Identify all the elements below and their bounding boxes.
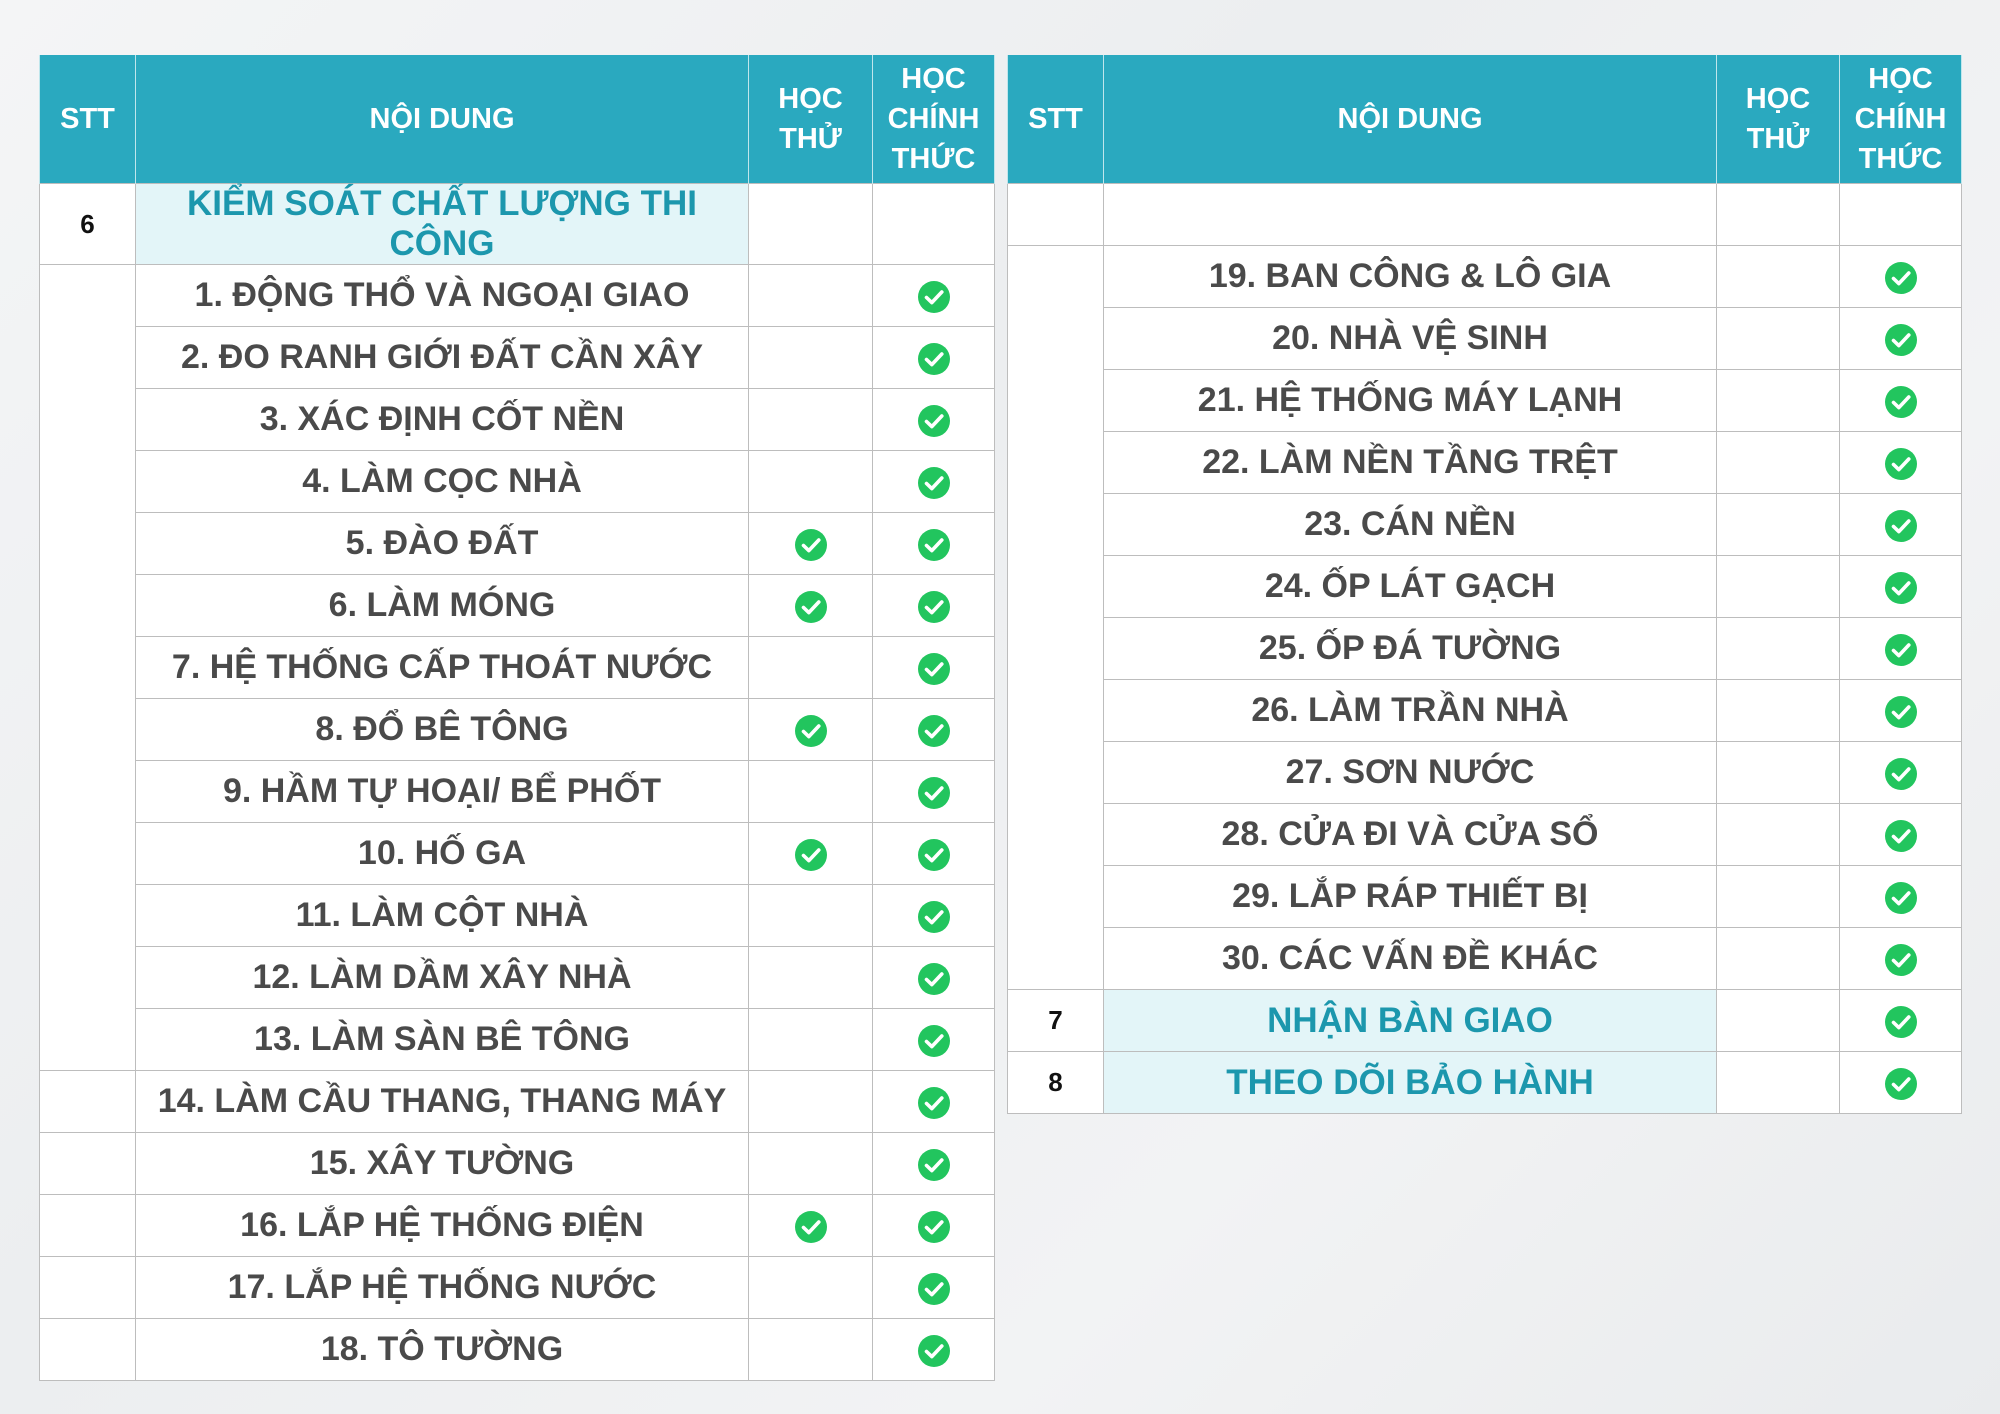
check-circle-icon xyxy=(917,528,951,562)
trial-cell xyxy=(1717,556,1840,618)
check-circle-icon xyxy=(1884,1005,1918,1039)
trial-cell xyxy=(749,761,873,823)
table-row xyxy=(1008,308,1962,370)
header-content: NỘI DUNG xyxy=(1104,55,1717,184)
item-label: 11. LÀM CỘT NHÀ xyxy=(136,885,749,947)
trial-cell xyxy=(749,637,873,699)
header-official xyxy=(873,55,995,184)
table-row xyxy=(1008,742,1962,804)
table-row xyxy=(40,699,995,761)
trial-cell xyxy=(749,265,873,327)
item-label: 2. ĐO RANH GIỚI ĐẤT CẦN XÂY xyxy=(136,327,749,389)
item-label: 8. ĐỔ BÊ TÔNG xyxy=(136,699,749,761)
item-label: 1. ĐỘNG THỔ VÀ NGOẠI GIAO xyxy=(136,265,749,327)
check-circle-icon xyxy=(1884,633,1918,667)
section-title: NHẬN BÀN GIAO xyxy=(1104,990,1717,1052)
trial-cell xyxy=(749,947,873,1009)
trial-cell xyxy=(749,513,873,575)
item-label: 29. LẮP RÁP THIẾT BỊ xyxy=(1104,866,1717,928)
header-trial-line: HỌC xyxy=(778,83,843,115)
trial-cell xyxy=(749,1009,873,1071)
official-cell xyxy=(873,699,995,761)
item-label: 14. LÀM CẦU THANG, THANG MÁY xyxy=(136,1071,749,1133)
header-stt: STT xyxy=(40,55,136,184)
check-circle-icon xyxy=(917,280,951,314)
header-trial-line: HỌC xyxy=(1745,83,1811,115)
trial-cell xyxy=(749,1195,873,1257)
official-cell xyxy=(1840,308,1962,370)
stt-cell xyxy=(40,513,136,575)
item-label: 30. CÁC VẤN ĐỀ KHÁC xyxy=(1104,928,1717,990)
table-row xyxy=(40,947,995,1009)
official-cell xyxy=(873,451,995,513)
check-circle-icon xyxy=(1884,509,1918,543)
check-circle-icon xyxy=(917,1148,951,1182)
trial-cell xyxy=(749,451,873,513)
trial-cell xyxy=(1717,680,1840,742)
table-row xyxy=(40,885,995,947)
table-header-row xyxy=(1008,55,1962,184)
check-circle-icon xyxy=(1884,695,1918,729)
stt-cell xyxy=(1008,618,1104,680)
check-circle-icon xyxy=(917,838,951,872)
stt-cell xyxy=(1008,680,1104,742)
table-row xyxy=(40,1071,995,1133)
trial-cell xyxy=(1717,990,1840,1052)
official-cell xyxy=(1840,990,1962,1052)
content-cell xyxy=(1104,184,1717,246)
official-cell xyxy=(1840,370,1962,432)
table-row xyxy=(40,1009,995,1071)
check-circle-icon xyxy=(917,466,951,500)
check-circle-icon xyxy=(917,1272,951,1306)
trial-cell xyxy=(1717,618,1840,680)
trial-cell xyxy=(1717,494,1840,556)
check-circle-icon xyxy=(917,714,951,748)
header-stt: STT xyxy=(1008,55,1104,184)
item-label: 28. CỬA ĐI VÀ CỬA SỔ xyxy=(1104,804,1717,866)
item-label: 7. HỆ THỐNG CẤP THOÁT NƯỚC xyxy=(136,637,749,699)
official-cell xyxy=(873,265,995,327)
stt-cell xyxy=(1008,184,1104,246)
table-row xyxy=(40,1195,995,1257)
table-row xyxy=(1008,556,1962,618)
official-cell xyxy=(873,1319,995,1381)
official-cell xyxy=(873,1133,995,1195)
table-row xyxy=(1008,804,1962,866)
header-official-line: CHÍNH xyxy=(1854,103,1947,135)
header-official-line: HỌC xyxy=(1868,63,1933,95)
item-label: 26. LÀM TRẦN NHÀ xyxy=(1104,680,1717,742)
header-official xyxy=(1840,55,1962,184)
check-circle-icon xyxy=(1884,323,1918,357)
item-label: 10. HỐ GA xyxy=(136,823,749,885)
header-trial-line: THỬ xyxy=(779,123,842,155)
section-row xyxy=(1008,1052,1962,1114)
section-number: 7 xyxy=(1008,990,1104,1052)
table-row xyxy=(40,1319,995,1381)
item-label: 24. ỐP LÁT GẠCH xyxy=(1104,556,1717,618)
left-course-table xyxy=(39,55,995,1381)
table-row xyxy=(40,389,995,451)
item-label: 15. XÂY TƯỜNG xyxy=(136,1133,749,1195)
stt-cell xyxy=(40,1133,136,1195)
table-row xyxy=(1008,680,1962,742)
table-row xyxy=(40,513,995,575)
stt-cell xyxy=(40,947,136,1009)
trial-cell xyxy=(749,1257,873,1319)
stt-cell xyxy=(40,451,136,513)
stt-cell xyxy=(1008,370,1104,432)
check-circle-icon xyxy=(1884,447,1918,481)
table-row xyxy=(1008,494,1962,556)
table-row xyxy=(40,265,995,327)
trial-cell xyxy=(1717,246,1840,308)
trial-cell xyxy=(749,699,873,761)
table-row xyxy=(1008,618,1962,680)
section-title: THEO DÕI BẢO HÀNH xyxy=(1104,1052,1717,1114)
trial-cell xyxy=(749,823,873,885)
check-circle-icon xyxy=(1884,819,1918,853)
official-cell xyxy=(873,761,995,823)
item-label: 16. LẮP HỆ THỐNG ĐIỆN xyxy=(136,1195,749,1257)
item-label: 17. LẮP HỆ THỐNG NƯỚC xyxy=(136,1257,749,1319)
item-label: 5. ĐÀO ĐẤT xyxy=(136,513,749,575)
check-circle-icon xyxy=(917,900,951,934)
official-cell xyxy=(1840,494,1962,556)
left-table-body xyxy=(40,184,995,1381)
header-official-line: CHÍNH xyxy=(887,103,980,135)
stt-cell xyxy=(1008,556,1104,618)
right-course-table xyxy=(1007,55,1962,1114)
table-row xyxy=(1008,246,1962,308)
official-cell xyxy=(873,184,995,265)
official-cell xyxy=(873,513,995,575)
item-label: 9. HẦM TỰ HOẠI/ BỂ PHỐT xyxy=(136,761,749,823)
section-number: 6 xyxy=(40,184,136,265)
item-label: 23. CÁN NỀN xyxy=(1104,494,1717,556)
spacer-row xyxy=(1008,184,1962,246)
header-content: NỘI DUNG xyxy=(136,55,749,184)
trial-cell xyxy=(1717,742,1840,804)
check-circle-icon xyxy=(1884,943,1918,977)
stt-cell xyxy=(40,575,136,637)
table-row xyxy=(40,823,995,885)
table-row xyxy=(1008,370,1962,432)
trial-cell xyxy=(1717,370,1840,432)
official-cell xyxy=(1840,866,1962,928)
item-label: 12. LÀM DẦM XÂY NHÀ xyxy=(136,947,749,1009)
official-cell xyxy=(873,1009,995,1071)
table-row xyxy=(1008,866,1962,928)
official-cell xyxy=(1840,1052,1962,1114)
stt-cell xyxy=(40,327,136,389)
check-circle-icon xyxy=(917,1334,951,1368)
check-circle-icon xyxy=(1884,261,1918,295)
official-cell xyxy=(873,1257,995,1319)
table-row xyxy=(40,327,995,389)
item-label: 20. NHÀ VỆ SINH xyxy=(1104,308,1717,370)
stt-cell xyxy=(1008,494,1104,556)
trial-cell xyxy=(749,1319,873,1381)
stt-cell xyxy=(40,885,136,947)
official-cell xyxy=(873,823,995,885)
stt-cell xyxy=(40,265,136,327)
item-label: 19. BAN CÔNG & LÔ GIA xyxy=(1104,246,1717,308)
section-number: 8 xyxy=(1008,1052,1104,1114)
check-circle-icon xyxy=(917,652,951,686)
section-row xyxy=(40,184,995,265)
stt-cell xyxy=(40,1257,136,1319)
stt-cell xyxy=(1008,246,1104,308)
check-circle-icon xyxy=(917,1024,951,1058)
official-cell xyxy=(1840,742,1962,804)
stt-cell xyxy=(40,1195,136,1257)
official-cell xyxy=(1840,680,1962,742)
stt-cell xyxy=(1008,928,1104,990)
trial-cell xyxy=(1717,928,1840,990)
check-circle-icon xyxy=(794,590,828,624)
item-label: 25. ỐP ĐÁ TƯỜNG xyxy=(1104,618,1717,680)
official-cell xyxy=(873,1071,995,1133)
item-label: 6. LÀM MÓNG xyxy=(136,575,749,637)
official-cell xyxy=(1840,184,1962,246)
check-circle-icon xyxy=(1884,757,1918,791)
trial-cell xyxy=(749,1133,873,1195)
item-label: 27. SƠN NƯỚC xyxy=(1104,742,1717,804)
stt-cell xyxy=(40,699,136,761)
item-label: 3. XÁC ĐỊNH CỐT NỀN xyxy=(136,389,749,451)
table-row xyxy=(1008,432,1962,494)
stt-cell xyxy=(1008,308,1104,370)
check-circle-icon xyxy=(794,838,828,872)
trial-cell xyxy=(1717,866,1840,928)
trial-cell xyxy=(1717,1052,1840,1114)
official-cell xyxy=(873,885,995,947)
table-row xyxy=(40,1133,995,1195)
trial-cell xyxy=(1717,184,1840,246)
check-circle-icon xyxy=(917,342,951,376)
trial-cell xyxy=(1717,432,1840,494)
check-circle-icon xyxy=(917,776,951,810)
check-circle-icon xyxy=(917,1086,951,1120)
official-cell xyxy=(873,389,995,451)
header-trial-line: THỬ xyxy=(1746,123,1810,155)
section-title: KIỂM SOÁT CHẤT LƯỢNG THI CÔNG xyxy=(136,184,749,265)
section-row xyxy=(1008,990,1962,1052)
stt-cell xyxy=(40,761,136,823)
trial-cell xyxy=(749,885,873,947)
header-official-line: THỨC xyxy=(1858,143,1943,175)
table-header-row xyxy=(40,55,995,184)
stt-cell xyxy=(40,389,136,451)
trial-cell xyxy=(749,1071,873,1133)
trial-cell xyxy=(1717,804,1840,866)
table-row xyxy=(40,451,995,513)
item-label: 22. LÀM NỀN TẦNG TRỆT xyxy=(1104,432,1717,494)
official-cell xyxy=(873,637,995,699)
check-circle-icon xyxy=(1884,881,1918,915)
trial-cell xyxy=(749,327,873,389)
table-row xyxy=(40,1257,995,1319)
header-official-line: HỌC xyxy=(901,63,966,95)
stt-cell xyxy=(40,823,136,885)
check-circle-icon xyxy=(917,962,951,996)
trial-cell xyxy=(749,575,873,637)
stt-cell xyxy=(1008,866,1104,928)
official-cell xyxy=(1840,556,1962,618)
stt-cell xyxy=(40,637,136,699)
official-cell xyxy=(873,947,995,1009)
trial-cell xyxy=(1717,308,1840,370)
check-circle-icon xyxy=(794,528,828,562)
check-circle-icon xyxy=(794,714,828,748)
table-row xyxy=(40,637,995,699)
official-cell xyxy=(1840,804,1962,866)
trial-cell xyxy=(749,389,873,451)
stt-cell xyxy=(40,1009,136,1071)
official-cell xyxy=(1840,618,1962,680)
check-circle-icon xyxy=(1884,1067,1918,1101)
trial-cell xyxy=(749,184,873,265)
official-cell xyxy=(873,1195,995,1257)
stt-cell xyxy=(1008,432,1104,494)
item-label: 4. LÀM CỌC NHÀ xyxy=(136,451,749,513)
check-circle-icon xyxy=(917,590,951,624)
header-trial xyxy=(749,55,873,184)
header-trial xyxy=(1717,55,1840,184)
official-cell xyxy=(1840,432,1962,494)
stt-cell xyxy=(40,1071,136,1133)
official-cell xyxy=(1840,246,1962,308)
check-circle-icon xyxy=(1884,571,1918,605)
right-table-body xyxy=(1008,184,1962,1114)
stt-cell xyxy=(40,1319,136,1381)
official-cell xyxy=(873,575,995,637)
table-row xyxy=(1008,928,1962,990)
header-official-line: THỨC xyxy=(891,143,976,175)
check-circle-icon xyxy=(794,1210,828,1244)
check-circle-icon xyxy=(1884,385,1918,419)
item-label: 13. LÀM SÀN BÊ TÔNG xyxy=(136,1009,749,1071)
official-cell xyxy=(873,327,995,389)
stt-cell xyxy=(1008,742,1104,804)
table-row xyxy=(40,575,995,637)
check-circle-icon xyxy=(917,1210,951,1244)
item-label: 18. TÔ TƯỜNG xyxy=(136,1319,749,1381)
item-label: 21. HỆ THỐNG MÁY LẠNH xyxy=(1104,370,1717,432)
table-row xyxy=(40,761,995,823)
official-cell xyxy=(1840,928,1962,990)
stt-cell xyxy=(1008,804,1104,866)
check-circle-icon xyxy=(917,404,951,438)
